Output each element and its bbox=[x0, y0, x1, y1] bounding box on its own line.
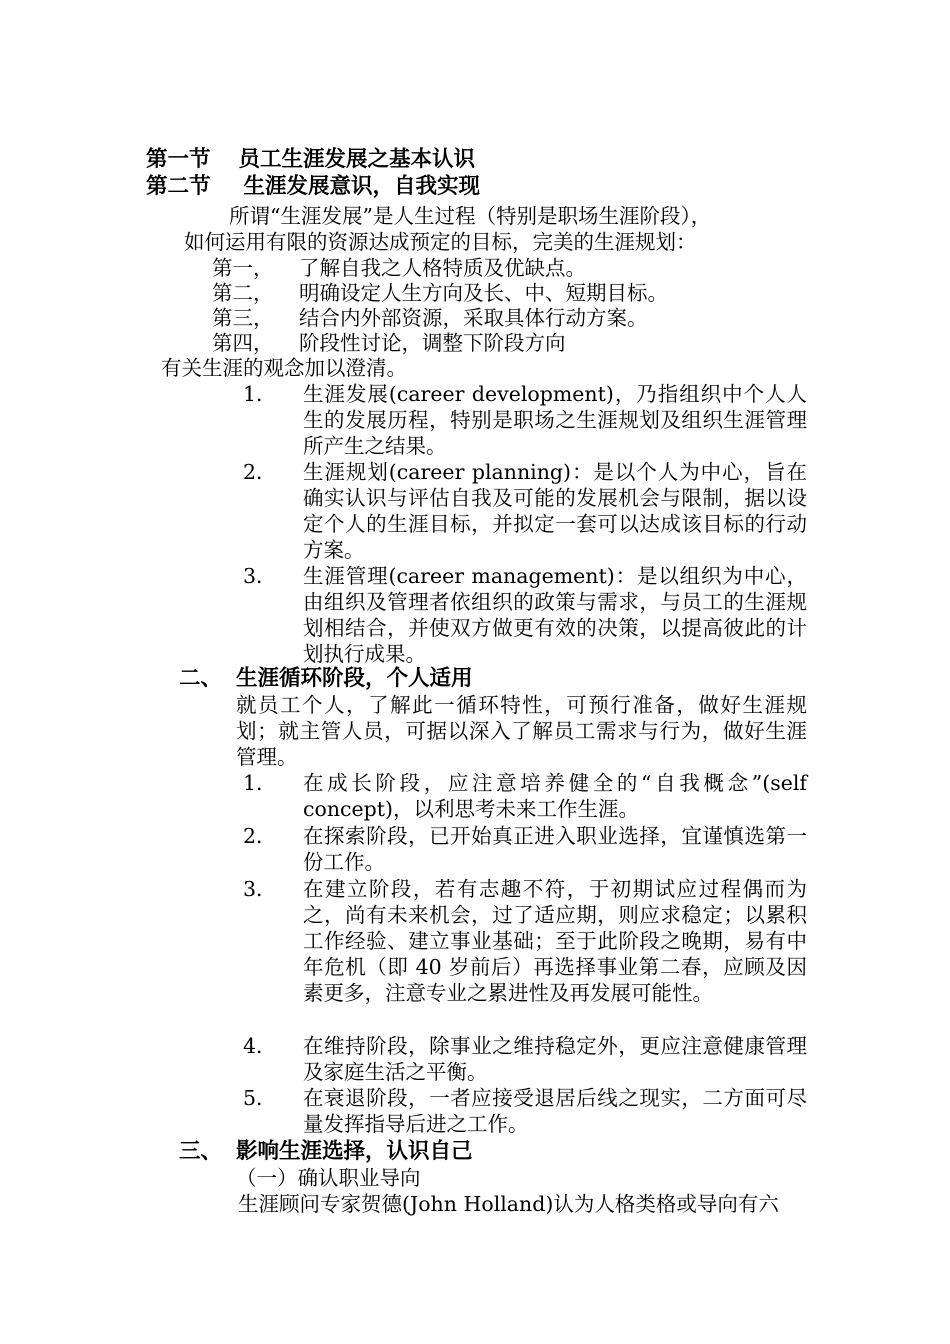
part-2-heading bbox=[179, 666, 473, 692]
part-title: 生涯循环阶段，个人适用 bbox=[236, 666, 473, 691]
step-text: 阶段性讨论，调整下阶段方向 bbox=[299, 331, 566, 355]
section-label: 第二节 bbox=[146, 174, 211, 199]
clarify-text: 有关生涯的观念加以澄清。 bbox=[161, 356, 407, 380]
step-label: 第三， bbox=[212, 306, 274, 330]
part-title: 影响生涯选择，认识自己 bbox=[236, 1139, 473, 1164]
step-label: 第一， bbox=[212, 256, 274, 280]
section-label: 第一节 bbox=[146, 147, 211, 172]
list-number: 4． bbox=[243, 1034, 277, 1058]
list-number: 2． bbox=[243, 824, 277, 848]
list-number: 3． bbox=[243, 564, 277, 588]
step-text: 了解自我之人格特质及优缺点。 bbox=[299, 256, 586, 280]
step-text: 结合内外部资源，采取具体行动方案。 bbox=[299, 306, 648, 330]
part-2-intro: 就员工个人，了解此一循环特性，可预行准备，做好生涯规划；就主管人员，可据以深入了解员工需求与行为，做好生涯管理。 bbox=[236, 693, 807, 769]
list-text: 在建立阶段，若有志趣不符，于初期试应过程偶而为之，尚有未来机会，过了适应期，则应求稳定；以累积工作经验、建立事业基础；至于此阶段之晚期，易有中年危机（即 40 岁前后）再选择事业第二春，应顾及因素更多，注意专业之累进性及再发展可能性。 bbox=[303, 877, 807, 1005]
part-label: 三、 bbox=[179, 1139, 223, 1164]
list-number: 5． bbox=[243, 1086, 277, 1110]
list-number: 2． bbox=[243, 460, 277, 484]
list-text: 在成长阶段，应注意培养健全的“自我概念”(self concept)，以利思考未来工作生涯。 bbox=[303, 771, 807, 821]
step-label: 第四， bbox=[212, 331, 274, 355]
list-text: 在衰退阶段，一者应接受退居后线之现实，二方面可尽量发挥指导后进之工作。 bbox=[303, 1086, 807, 1136]
list-number: 3． bbox=[243, 877, 277, 901]
section-1-heading bbox=[146, 147, 475, 173]
intro-line-2: 如何运用有限的资源达成预定的目标，完美的生涯规划： bbox=[184, 230, 697, 254]
step-text: 明确设定人生方向及长、中、短期目标。 bbox=[299, 281, 668, 305]
list-text: 生涯规划(career planning)：是以个人为中心，旨在确实认识与评估自我及可能的发展机会与限制，据以设定个人的生涯目标，并拟定一套可以达成该目标的行动方案。 bbox=[303, 460, 807, 562]
section-title: 生涯发展意识，自我实现 bbox=[243, 174, 481, 199]
part-3-subheading: （一）确认职业导向 bbox=[236, 1166, 421, 1190]
intro-line-1: 所谓“生涯发展”是人生过程（特别是职场生涯阶段）， bbox=[229, 204, 712, 228]
part-3-heading bbox=[179, 1139, 473, 1165]
list-text: 在探索阶段，已开始真正进入职业选择，宜谨慎选第一份工作。 bbox=[303, 824, 807, 874]
list-text: 生涯发展(career development)，乃指组织中个人人生的发展历程，特别是职场之生涯规划及组织生涯管理所产生之结果。 bbox=[303, 382, 807, 458]
part-label: 二、 bbox=[179, 666, 223, 691]
section-2-heading bbox=[146, 174, 480, 200]
section-title: 员工生涯发展之基本认识 bbox=[238, 147, 476, 172]
part-3-text: 生涯顾问专家贺德(John Holland)认为人格类格或导向有六 bbox=[238, 1192, 779, 1216]
step-label: 第二， bbox=[212, 281, 274, 305]
list-text: 在维持阶段，除事业之维持稳定外，更应注意健康管理及家庭生活之平衡。 bbox=[303, 1034, 807, 1084]
list-number: 1． bbox=[243, 382, 277, 406]
list-number: 1． bbox=[243, 771, 277, 795]
list-text: 生涯管理(career management)：是以组织为中心，由组织及管理者依组织的政策与需求，与员工的生涯规划相结合，并使双方做更有效的决策，以提高彼此的计划执行成果。 bbox=[303, 564, 807, 666]
